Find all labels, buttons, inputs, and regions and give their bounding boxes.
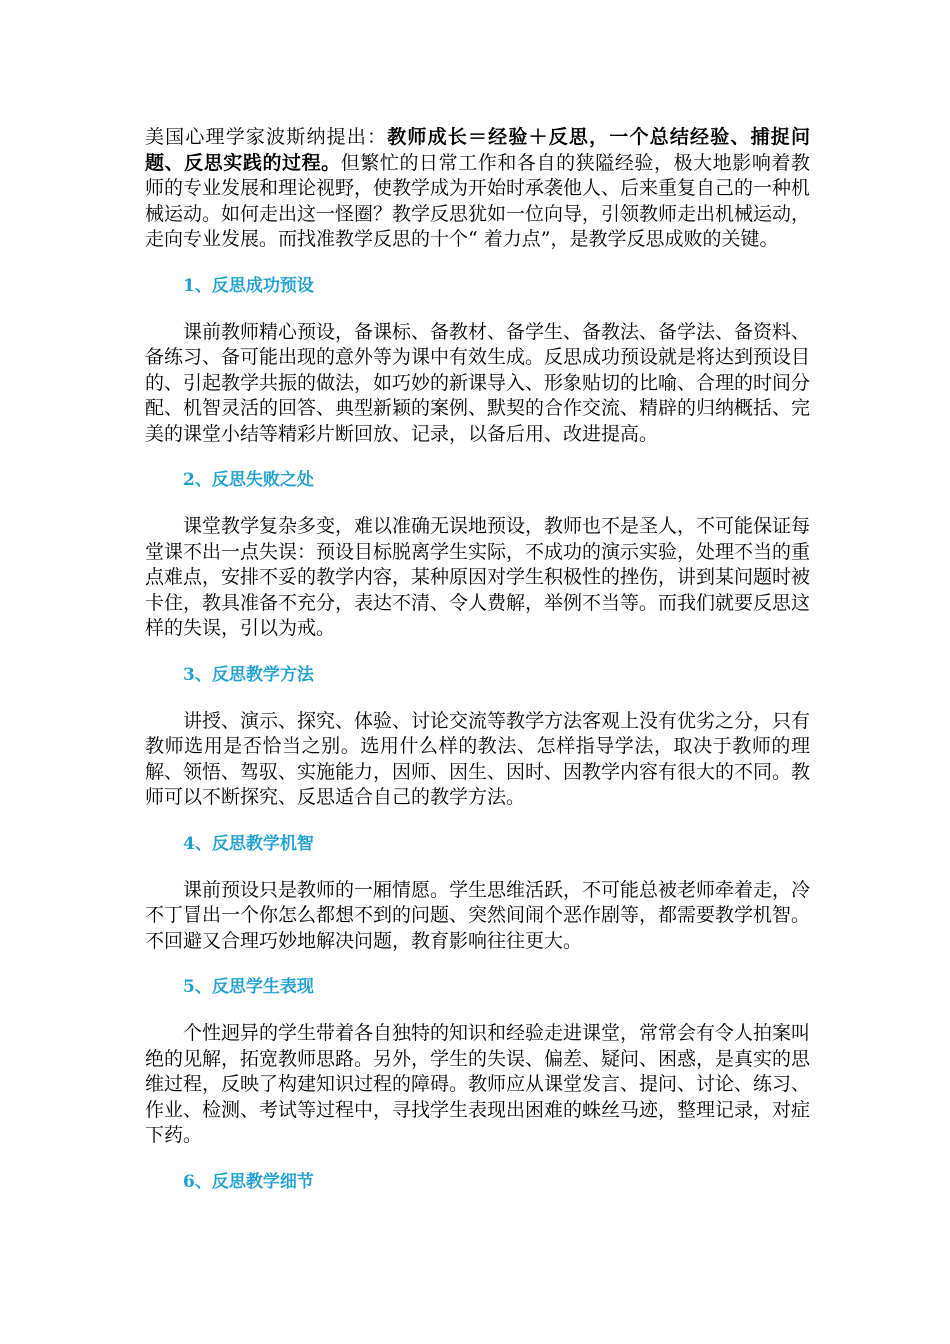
intro-rest: 但繁忙的日常工作和各自的狭隘经验，极大地影响着教师的专业发展和理论视野，使教学成为开始时承袭他人、后来重复自己的一种机械运动。如何走出这一怪圈？教学反思犹如一位向导，引领教师走出机械运动，走向专业发展。而找准教学反思的十个“ 着力点”，是教学反思成败的关键。 bbox=[145, 151, 811, 250]
section-body-4: 课前预设只是教师的一厢情愿。学生思维活跃，不可能总被老师牵着走，冷不丁冒出一个你怎么都想不到的问题、突然间闹个恶作剧等，都需要教学机智。不回避又合理巧妙地解决问题，教育影响往往更大。 bbox=[145, 878, 811, 952]
section-heading-2: 2、反思失败之处 bbox=[183, 470, 314, 490]
section-body-3: 讲授、演示、探究、体验、讨论交流等教学方法客观上没有优劣之分，只有教师选用是否恰当之别。选用什么样的教法、怎样指导学法，取决于教师的理解、领悟、驾驭、实施能力，因师、因生、因时、因教学内容有很大的不同。教师可以不断探究、反思适合自己的教学方法。 bbox=[145, 709, 811, 808]
intro-bold-quote: 教师成长＝经验＋反思，一个总结经验、捕捉问题、反思实践的过程。 bbox=[145, 126, 810, 174]
section-heading-3: 3、反思教学方法 bbox=[183, 664, 314, 685]
section-heading-6: 6、反思教学细节 bbox=[183, 1171, 314, 1192]
section-heading-5: 5、反思学生表现 bbox=[183, 977, 314, 997]
section-body-2: 课堂教学复杂多变，难以准确无误地预设，教师也不是圣人，不可能保证每堂课不出一点失误：预设目标脱离学生实际，不成功的演示实验，处理不当的重点难点，安排不妥的教学内容，某种原因对学生积极性的挫伤，讲到某问题时被卡住，教具准备不充分，表达不清、令人费解，举例不当等。而我们就要反思这样的失误，引以为戒。 bbox=[145, 515, 811, 639]
intro-lead: 美国心理学家波斯纳提出： bbox=[145, 126, 388, 148]
section-body-5: 个性迥异的学生带着各自独特的知识和经验走进课堂，常常会有令人拍案叫绝的见解，拓宽教师思路。另外，学生的失误、偏差、疑问、困惑，是真实的思维过程，反映了构建知识过程的障碍。教师应从课堂发言、提问、讨论、练习、作业、检测、考试等过程中，寻找学生表现出困难的蛛丝马迹，整理记录，对症下药。 bbox=[145, 1022, 811, 1146]
section-heading-1: 1、反思成功预设 bbox=[183, 275, 314, 296]
document-page bbox=[145, 125, 810, 1194]
intro-paragraph bbox=[145, 125, 810, 253]
section-body-1: 课前教师精心预设，备课标、备教材、备学生、备教法、备学法、备资料、备练习、备可能出现的意外等为课中有效生成。反思成功预设就是将达到预设目的、引起教学共振的做法，如巧妙的新课导入、形象贴切的比喻、合理的时间分配、机智灵活的回答、典型新颖的案例、默契的合作交流、精辟的归纳概括、完美的课堂小结等精彩片断回放、记录，以备后用、改进提高。 bbox=[145, 320, 811, 445]
section-heading-4: 4、反思教学机智 bbox=[183, 833, 314, 854]
